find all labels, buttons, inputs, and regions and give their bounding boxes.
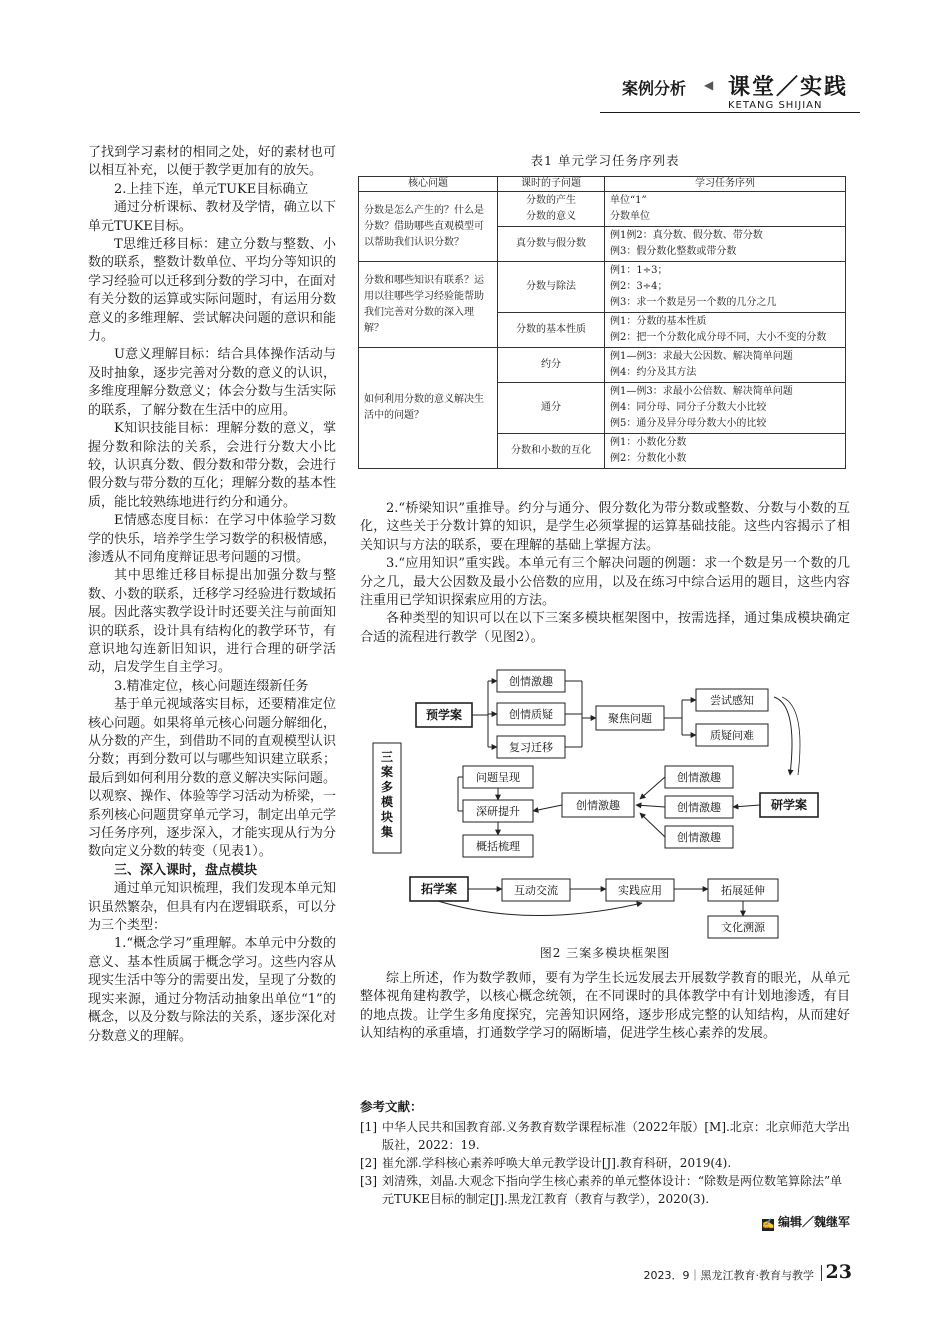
- core-question-cell: 如何利用分数的意义解决生活中的问题？: [359, 348, 498, 469]
- table-header-cell: 核心问题: [359, 177, 498, 192]
- section-heading: 三、深入课时，盘点模块: [114, 862, 258, 878]
- svg-text:集: 集: [380, 825, 394, 839]
- reference-item: [360, 1172, 850, 1208]
- table-row: [359, 192, 846, 227]
- body-paragraph: 2.“桥梁知识”重推导。约分与通分、假分数化为带分数或整数、分数与小数的互化，这些关于分数计算的知识，是学生必须掌握的运算基础技能。这些内容揭示了相关知识与方法的联系，要在理解的基础上掌握方法。: [360, 501, 850, 553]
- body-paragraph: U意义理解目标：结合具体操作活动与及时抽象，逐步完善对分数的意义的认识，多维度理解分数意义；体会分数与生活实际的联系，了解分数在生活中的应用。: [88, 347, 336, 418]
- svg-text:多: 多: [380, 780, 394, 794]
- body-paragraph: 通过单元知识梳理，我们发现本单元知识虽然繁杂，但具有内在逻辑联系，可以分为三个类型：: [88, 881, 336, 934]
- reference-text: 崔允漷.学科核心素养呼唤大单元教学设计[J].教育科研，2019(4).: [382, 1156, 732, 1170]
- task-table: [358, 176, 846, 469]
- column-pinyin: KETANG SHIJIAN: [728, 100, 823, 111]
- mid-center-label: 创情激趣: [576, 799, 620, 812]
- page-footer: [620, 1262, 852, 1284]
- tuoxue-label: 拓学案: [420, 882, 458, 896]
- svg-text:模: 模: [380, 795, 394, 809]
- table-header-cell: 学习任务序列: [605, 177, 846, 192]
- body-paragraph: 基于单元视域落实目标，还要精准定位核心问题。如果将单元核心问题分解细化，从分数的产生，到借助不同的直观模型认识分数；再到分数可以与哪些知识建立联系；最后到如何利用分数的意义解决实际问题。以观察、操作、体验等学习活动为桥梁，一系列核心问题贯穿单元学习，制定出单元学习任务序列，逐步深入，才能实现从行为分数向定义分数的转变（见表1）。: [88, 697, 336, 860]
- table-row: [359, 262, 846, 313]
- mid-right-label: 创情激趣: [677, 801, 721, 814]
- section-label: 案例分析: [622, 79, 687, 98]
- reference-number: [3]: [360, 1174, 377, 1188]
- column-title: 课堂／实践: [728, 75, 849, 100]
- task-sequence-cell: 例1—例3：求最小公倍数、解决简单问题 例4：同分母、同分子分数大小比较 例5：通分及异分母分数大小的比较: [605, 383, 846, 434]
- tuo-chain-label: 实践应用: [618, 884, 662, 897]
- core-question-cell: 分数是怎么产生的？什么是分数？借助哪些直观模型可以帮助我们认识分数？: [359, 192, 498, 262]
- body-paragraph: 了找到学习素材的相同之处，好的素材也可以相互补充，以便于教学更加有的放矢。: [88, 145, 336, 179]
- body-paragraph: 其中思维迁移目标提出加强分数与整数、小数的联系，迁移学习经验进行数域拓展。因此落实教学设计时还要关注与前面知识的联系，设计具有结构化的教学环节，有意识地勾连新旧知识，进行合理的研学活动，启发学生自主学习。: [88, 568, 336, 676]
- sub-question-cell: 通分: [498, 383, 605, 434]
- table-caption: 表1 单元学习任务序列表: [530, 153, 680, 168]
- task-sequence-cell: 例1：1÷3； 例2：3÷4； 例3：求一个数是另一个数的几分之几: [605, 262, 846, 313]
- body-paragraph: 通过分析课标、教材及学情，确立以下单元TUKE目标。: [88, 200, 336, 234]
- right-column: [360, 500, 850, 647]
- sub-question-cell: 分数的基本性质: [498, 313, 605, 348]
- page-number: 23: [825, 1261, 852, 1283]
- body-paragraph: T思维迁移目标：建立分数与整数、小数的联系，整数计数单位、平均分等知识的学习经验可以迁移到分数的学习中，在面对有关分数的运算或实际问题时，有运用分数意义的多维理解、尝试解决问题的意识和能力。: [88, 237, 336, 345]
- body-paragraph: 3.精准定位，核心问题连缀新任务: [114, 678, 309, 694]
- body-paragraph: K知识技能目标：理解分数的意义，掌握分数和除法的关系，会进行分数大小比较，认识真分数、假分数和带分数，会进行假分数与带分数的互化；理解分数的基本性质，能比较熟练地进行约分和通分。: [88, 421, 336, 510]
- task-sequence-cell: 例1—例3：求最大公因数、解决简单问题 例4：约分及其方法: [605, 348, 846, 383]
- reference-number: [2]: [360, 1156, 377, 1170]
- reference-number: [1]: [360, 1120, 377, 1134]
- table-header-cell: 课时的子问题: [498, 177, 605, 192]
- pre-module-label: 创情激趣: [509, 675, 553, 688]
- editor-credit: [740, 1213, 850, 1231]
- reference-text: 刘清殊，刘晶.大观念下指向学生核心素养的单元整体设计：“除数是两位数笔算除法”单元TUKE目标的制定[J].黑龙江教育（教育与教学），2020(3).: [382, 1174, 843, 1206]
- header-rule: [600, 112, 860, 113]
- task-sequence-cell: 例1：小数化分数 例2：分数化小数: [605, 434, 846, 469]
- editor-icon: ✍: [761, 1219, 775, 1230]
- sub-question-cell: 真分数与假分数: [498, 227, 605, 262]
- task-sequence-cell: 例1例2：真分数、假分数、带分数 例3：假分数化整数或带分数: [605, 227, 846, 262]
- tuo-chain-label: 拓展延伸: [721, 884, 765, 897]
- conclusion-paragraph: 综上所述，作为数学教师，要有为学生长远发展去开展数学教育的眼光，从单元整体视角建构教学，以核心概念统领，在不同课时的具体教学中有计划地渗透，有目的地点拨。让学生多角度探究，完善知识网络，逐步形成完整的认知结构，从而建好认知结构的承重墙，打通数学学习的隔断墙，促进学生核心素养的发展。: [360, 971, 850, 1042]
- figure-caption: 图2 三案多模块框架图: [539, 946, 671, 960]
- task-sequence-cell: 例1：分数的基本性质 例2：把一个分数化成分母不同，大小不变的分数: [605, 313, 846, 348]
- mid-right-label: 创情激趣: [677, 771, 721, 784]
- table-row: [359, 348, 846, 383]
- framework-diagram: [370, 667, 840, 942]
- reference-item: [360, 1118, 850, 1154]
- sub-question-cell: 约分: [498, 348, 605, 383]
- tuo-end-label: 文化溯源: [721, 921, 765, 934]
- svg-text:案: 案: [380, 765, 394, 779]
- mid-left-label: 问题呈现: [476, 771, 520, 784]
- core-question-cell: 分数和哪些知识有联系？运用以往哪些学习经验能帮助我们完善对分数的深入理解？: [359, 262, 498, 348]
- footer-info: 2023．9｜黑龙江教育·教育与教学: [643, 1269, 814, 1282]
- yuxue-label: 预学案: [425, 708, 463, 722]
- task-sequence-cell: 单位“1” 分数单位: [605, 192, 846, 227]
- editor-text: 编辑／魏继军: [777, 1215, 850, 1229]
- pre-module-label: 创情质疑: [509, 708, 553, 721]
- page-header: [600, 72, 860, 118]
- side-label: [381, 750, 394, 839]
- arrow-icon: ◀: [704, 78, 714, 92]
- svg-text:块: 块: [380, 810, 394, 824]
- pre-out-label: 尝试感知: [710, 694, 754, 707]
- references-title: 参考文献：: [360, 1099, 423, 1114]
- conclusion: [360, 970, 850, 1044]
- sub-question-cell: 分数与除法: [498, 262, 605, 313]
- body-paragraph: 3.“应用知识”重实践。本单元有三个解决问题的例题：求一个数是另一个数的几分之几，最大公因数及最小公倍数的应用，以及在练习中综合运用的题目，这些内容注重用已学知识探索应用的方法。: [360, 556, 850, 609]
- references: [360, 1098, 850, 1208]
- table-header-row: [359, 177, 846, 192]
- mid-right-label: 创情激趣: [677, 831, 721, 844]
- body-paragraph: E情感态度目标：在学习中体验学习数学的快乐，培养学生学习数学的积极情感，渗透从不同角度辩证思考问题的习惯。: [88, 513, 336, 565]
- framework-figure: [370, 667, 840, 942]
- reference-text: 中华人民共和国教育部.义务教育数学课程标准（2022年版）[M].北京：北京师范大学出版社，2022：19.: [382, 1120, 850, 1152]
- body-paragraph: 2.上挂下连，单元TUKE目标确立: [114, 181, 309, 197]
- body-paragraph: 各种类型的知识可以在以下三案多模块框架图中，按需选择，通过集成模块确定合适的流程进行教学（见图2）。: [360, 611, 850, 645]
- left-column: [88, 144, 336, 1046]
- yanxue-label: 研学案: [770, 798, 808, 812]
- juji-label: 聚焦问题: [608, 712, 652, 725]
- reference-item: [360, 1154, 850, 1172]
- sub-question-cell: 分数和小数的互化: [498, 434, 605, 469]
- mid-left-label: 深研提升: [476, 805, 520, 818]
- body-paragraph: 1.“概念学习”重理解。本单元中分数的意义、基本性质属于概念学习。这些内容从现实生活中等分的需要出发，呈现了分数的现实来源，通过分物活动抽象出单位“1”的概念，以及分数与除法的关系，逐步深化对分数意义的理解。: [88, 936, 336, 1044]
- pre-out-label: 质疑问难: [710, 729, 754, 742]
- tuo-chain-label: 互动交流: [514, 884, 558, 897]
- footer-divider: [821, 1265, 822, 1281]
- sub-question-cell: 分数的产生 分数的意义: [498, 192, 605, 227]
- mid-left-label: 概括梳理: [476, 840, 520, 853]
- svg-text:三: 三: [380, 750, 394, 764]
- pre-module-label: 复习迁移: [509, 741, 553, 754]
